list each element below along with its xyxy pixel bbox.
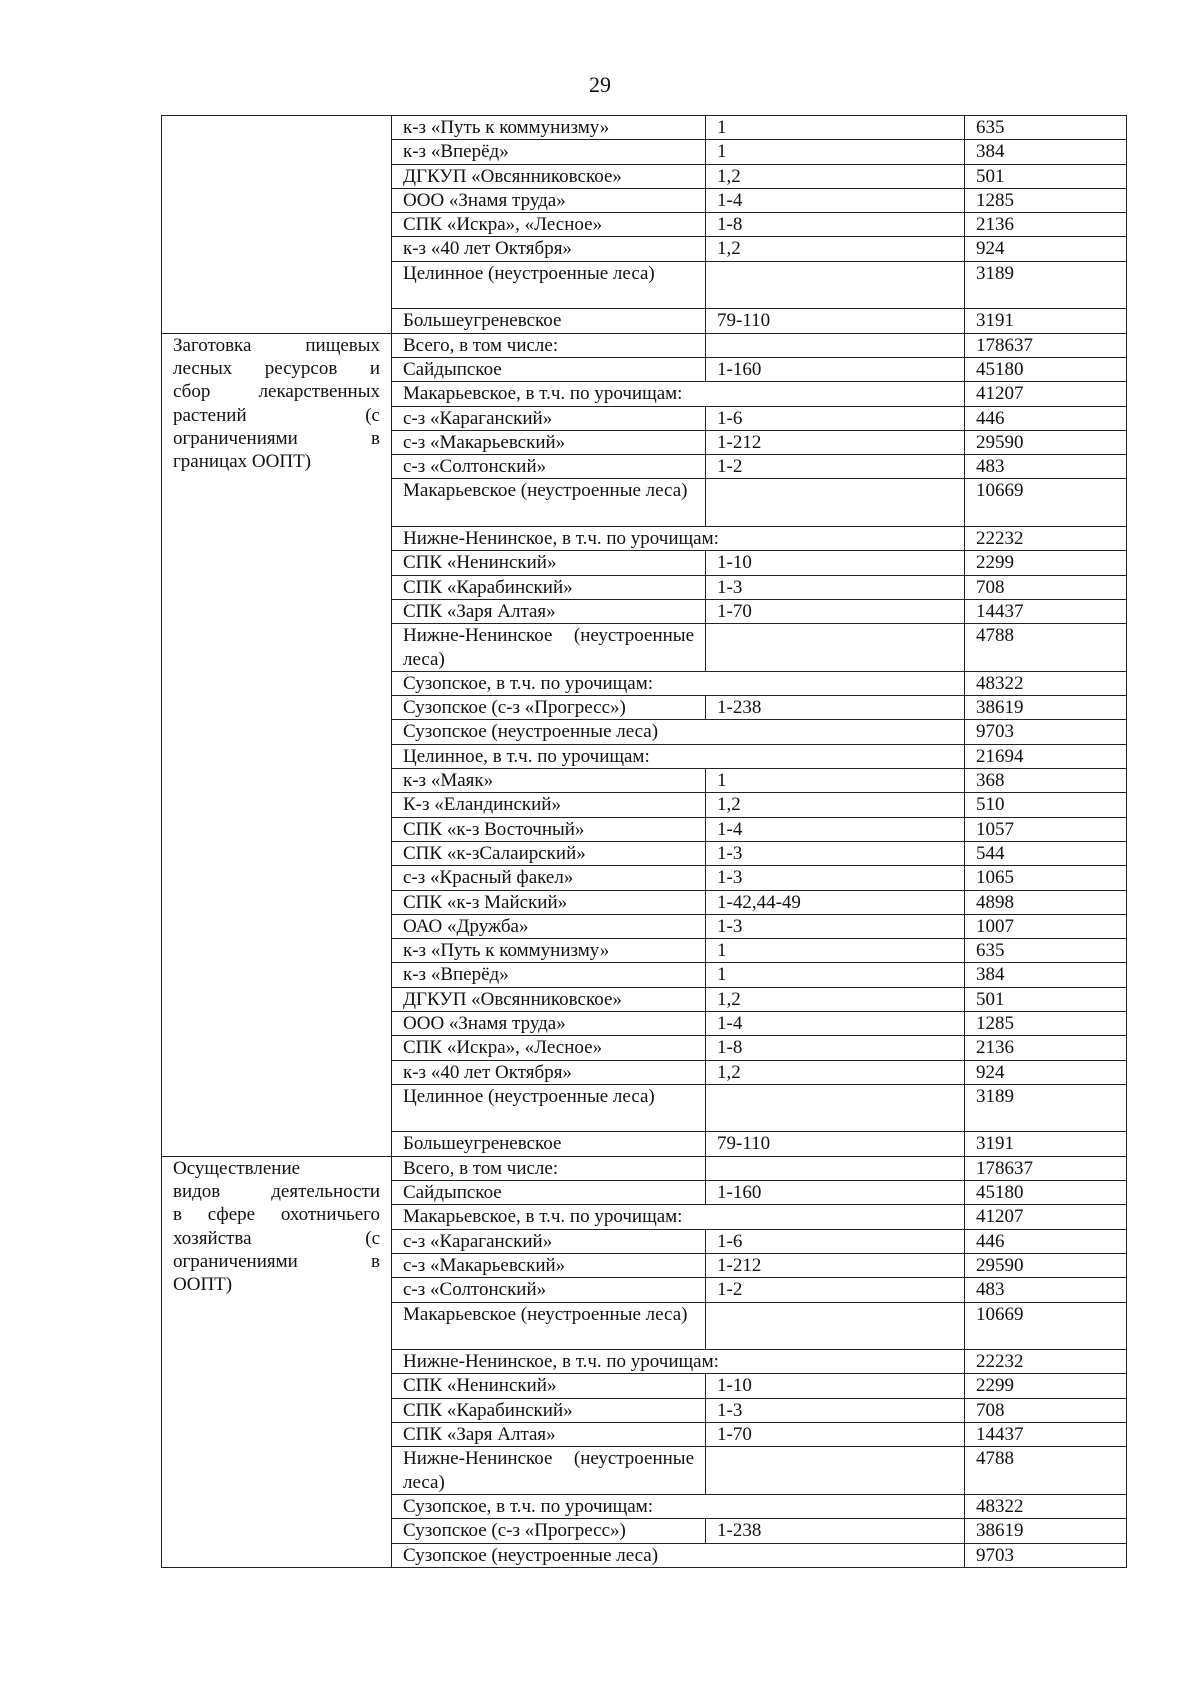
area-cell: 14437: [965, 1423, 1127, 1447]
activity-line: Заготовка пищевых: [173, 334, 380, 356]
area-cell: 41207: [965, 1205, 1127, 1229]
quarters-cell: 1-3: [706, 575, 965, 599]
site-name-cell: СПК «к-зСалаирский»: [392, 841, 706, 865]
quarters-cell: [706, 1447, 965, 1495]
area-cell: 10669: [965, 1302, 1127, 1350]
site-name-cell: Нижне-Ненинское, в т.ч. по урочищам:: [392, 1350, 965, 1374]
quarters-cell: [706, 1084, 965, 1132]
activity-line: растений (с: [173, 404, 380, 426]
site-name-cell: к-з «40 лет Октября»: [392, 237, 706, 261]
activity-cell: [162, 1156, 392, 1567]
quarters-cell: [706, 1302, 965, 1350]
quarters-cell: 1-8: [706, 1036, 965, 1060]
site-name-cell: с-з «Солтонский»: [392, 455, 706, 479]
quarters-cell: 1-10: [706, 551, 965, 575]
site-name-cell: К-з «Еландинский»: [392, 793, 706, 817]
area-cell: 2299: [965, 1374, 1127, 1398]
site-name-cell: Целинное, в т.ч. по урочищам:: [392, 744, 965, 768]
area-cell: 45180: [965, 1181, 1127, 1205]
area-cell: 45180: [965, 357, 1127, 381]
area-cell: 3191: [965, 1132, 1127, 1156]
quarters-cell: 79-110: [706, 1132, 965, 1156]
site-name-cell: с-з «Макарьевский»: [392, 430, 706, 454]
quarters-cell: 1: [706, 116, 965, 140]
quarters-cell: 1-6: [706, 406, 965, 430]
site-name-cell: Целинное (неустроенные леса): [392, 261, 706, 309]
area-cell: 22232: [965, 1350, 1127, 1374]
area-cell: 368: [965, 769, 1127, 793]
site-name-cell: Нижне-Ненинское (неустроенные леса): [392, 624, 706, 672]
area-cell: 1285: [965, 1011, 1127, 1035]
quarters-cell: 1: [706, 963, 965, 987]
area-cell: 38619: [965, 696, 1127, 720]
site-name-cell: к-з «Путь к коммунизму»: [392, 939, 706, 963]
area-cell: 9703: [965, 720, 1127, 744]
site-name-cell: к-з «Вперёд»: [392, 963, 706, 987]
activity-line: ООПТ): [173, 1274, 233, 1296]
area-cell: 384: [965, 963, 1127, 987]
quarters-cell: 1,2: [706, 237, 965, 261]
site-name-cell: Сузопское (с-з «Прогресс»): [392, 696, 706, 720]
area-cell: 3189: [965, 1084, 1127, 1132]
site-name-cell: Макарьевское (неустроенные леса): [392, 479, 706, 527]
site-name-cell: с-з «Макарьевский»: [392, 1253, 706, 1277]
quarters-cell: 1-4: [706, 1011, 965, 1035]
area-cell: 10669: [965, 479, 1127, 527]
site-name-cell: СПК «Искра», «Лесное»: [392, 213, 706, 237]
site-name-cell: Сузопское, в т.ч. по урочищам:: [392, 1494, 965, 1518]
site-name-cell: Целинное (неустроенные леса): [392, 1084, 706, 1132]
site-name-cell: с-з «Красный факел»: [392, 866, 706, 890]
activity-line: видов деятельности: [173, 1181, 380, 1203]
site-name-cell: СПК «Ненинский»: [392, 551, 706, 575]
site-name-cell: ООО «Знамя труда»: [392, 188, 706, 212]
quarters-cell: 1: [706, 939, 965, 963]
site-name-cell: СПК «Карабинский»: [392, 575, 706, 599]
quarters-cell: 1-212: [706, 430, 965, 454]
activity-line: хозяйства (с: [173, 1227, 380, 1249]
area-cell: 446: [965, 1229, 1127, 1253]
table-row: [162, 116, 1127, 140]
site-name-cell: Нижне-Ненинское (неустроенные леса): [392, 1447, 706, 1495]
site-name-cell: Сузопское (неустроенные леса): [392, 720, 965, 744]
site-name-cell: к-з «Маяк»: [392, 769, 706, 793]
quarters-cell: 1-70: [706, 1423, 965, 1447]
site-name-cell: Сузопское (неустроенные леса): [392, 1543, 965, 1567]
site-name-cell: Сузопское, в т.ч. по урочищам:: [392, 671, 965, 695]
quarters-cell: [706, 479, 965, 527]
quarters-cell: 1-70: [706, 599, 965, 623]
site-name-cell: Макарьевское, в т.ч. по урочищам:: [392, 382, 965, 406]
quarters-cell: 1-6: [706, 1229, 965, 1253]
quarters-cell: 79-110: [706, 309, 965, 333]
quarters-cell: 1-160: [706, 357, 965, 381]
site-name-cell: СПК «Заря Алтая»: [392, 599, 706, 623]
site-name-cell: ОАО «Дружба»: [392, 914, 706, 938]
area-cell: 501: [965, 987, 1127, 1011]
site-name-cell: с-з «Солтонский»: [392, 1278, 706, 1302]
activity-line: ограничениями в: [173, 1250, 380, 1272]
area-cell: 1065: [965, 866, 1127, 890]
site-name-cell: с-з «Караганский»: [392, 1229, 706, 1253]
site-name-cell: Сайдыпское: [392, 357, 706, 381]
site-name-cell: ДГКУП «Овсянниковское»: [392, 987, 706, 1011]
quarters-cell: 1-238: [706, 696, 965, 720]
site-name-cell: СПК «к-з Майский»: [392, 890, 706, 914]
quarters-cell: [706, 624, 965, 672]
activity-line: границах ООПТ): [173, 451, 312, 473]
site-name-cell: Сайдыпское: [392, 1181, 706, 1205]
area-cell: 2299: [965, 551, 1127, 575]
activity-line: сбор лекарственных: [173, 381, 380, 403]
quarters-cell: 1: [706, 140, 965, 164]
quarters-cell: 1-2: [706, 455, 965, 479]
site-name-cell: ДГКУП «Овсянниковское»: [392, 164, 706, 188]
area-cell: 510: [965, 793, 1127, 817]
quarters-cell: 1-10: [706, 1374, 965, 1398]
activity-cell: [162, 333, 392, 1156]
area-cell: 14437: [965, 599, 1127, 623]
area-cell: 48322: [965, 671, 1127, 695]
activity-line: в сфере охотничьего: [173, 1204, 380, 1226]
forest-use-table: [161, 115, 1127, 1568]
quarters-cell: 1,2: [706, 987, 965, 1011]
area-cell: 924: [965, 237, 1127, 261]
area-cell: 3191: [965, 309, 1127, 333]
area-cell: 708: [965, 1398, 1127, 1422]
area-cell: 22232: [965, 527, 1127, 551]
table-body: [162, 116, 1127, 1568]
area-cell: 178637: [965, 333, 1127, 357]
quarters-cell: 1-238: [706, 1519, 965, 1543]
quarters-cell: 1-4: [706, 188, 965, 212]
site-name-cell: ООО «Знамя труда»: [392, 1011, 706, 1035]
table-row: [162, 1156, 1127, 1180]
site-name-cell: СПК «Ненинский»: [392, 1374, 706, 1398]
area-cell: 1285: [965, 188, 1127, 212]
site-name-cell: Сузопское (с-з «Прогресс»): [392, 1519, 706, 1543]
area-cell: 38619: [965, 1519, 1127, 1543]
area-cell: 483: [965, 455, 1127, 479]
quarters-cell: 1-212: [706, 1253, 965, 1277]
area-cell: 4788: [965, 1447, 1127, 1495]
site-name-cell: Большеугреневское: [392, 309, 706, 333]
area-cell: 29590: [965, 430, 1127, 454]
quarters-cell: 1-4: [706, 817, 965, 841]
site-name-cell: Нижне-Ненинское, в т.ч. по урочищам:: [392, 527, 965, 551]
area-cell: 41207: [965, 382, 1127, 406]
quarters-cell: 1-3: [706, 841, 965, 865]
area-cell: 708: [965, 575, 1127, 599]
quarters-cell: 1,2: [706, 1060, 965, 1084]
area-cell: 384: [965, 140, 1127, 164]
site-name-cell: Макарьевское, в т.ч. по урочищам:: [392, 1205, 965, 1229]
area-cell: 48322: [965, 1494, 1127, 1518]
site-name-cell: к-з «Путь к коммунизму»: [392, 116, 706, 140]
quarters-cell: 1-8: [706, 213, 965, 237]
quarters-cell: 1-160: [706, 1181, 965, 1205]
area-cell: 446: [965, 406, 1127, 430]
site-name-cell: СПК «к-з Восточный»: [392, 817, 706, 841]
quarters-cell: 1-3: [706, 866, 965, 890]
area-cell: 2136: [965, 1036, 1127, 1060]
area-cell: 501: [965, 164, 1127, 188]
area-cell: 635: [965, 939, 1127, 963]
quarters-cell: [706, 1156, 965, 1180]
page-number: 29: [589, 72, 611, 97]
table-row: [162, 333, 1127, 357]
quarters-cell: [706, 333, 965, 357]
quarters-cell: 1: [706, 769, 965, 793]
area-cell: 3189: [965, 261, 1127, 309]
activity-cell: [162, 116, 392, 334]
activity-line: лесных ресурсов и: [173, 357, 380, 379]
area-cell: 9703: [965, 1543, 1127, 1567]
area-cell: 1057: [965, 817, 1127, 841]
area-cell: 635: [965, 116, 1127, 140]
quarters-cell: 1-42,44-49: [706, 890, 965, 914]
area-cell: 4788: [965, 624, 1127, 672]
activity-line: ограничениями в: [173, 427, 380, 449]
area-cell: 1007: [965, 914, 1127, 938]
area-cell: 29590: [965, 1253, 1127, 1277]
quarters-cell: 1-2: [706, 1278, 965, 1302]
site-name-cell: СПК «Карабинский»: [392, 1398, 706, 1422]
site-name-cell: СПК «Искра», «Лесное»: [392, 1036, 706, 1060]
area-cell: 21694: [965, 744, 1127, 768]
area-cell: 483: [965, 1278, 1127, 1302]
site-name-cell: к-з «40 лет Октября»: [392, 1060, 706, 1084]
site-name-cell: Всего, в том числе:: [392, 333, 706, 357]
quarters-cell: [706, 261, 965, 309]
site-name-cell: СПК «Заря Алтая»: [392, 1423, 706, 1447]
site-name-cell: Всего, в том числе:: [392, 1156, 706, 1180]
area-cell: 544: [965, 841, 1127, 865]
area-cell: 178637: [965, 1156, 1127, 1180]
area-cell: 924: [965, 1060, 1127, 1084]
quarters-cell: 1-3: [706, 1398, 965, 1422]
site-name-cell: с-з «Караганский»: [392, 406, 706, 430]
quarters-cell: 1,2: [706, 164, 965, 188]
quarters-cell: 1,2: [706, 793, 965, 817]
area-cell: 2136: [965, 213, 1127, 237]
site-name-cell: к-з «Вперёд»: [392, 140, 706, 164]
site-name-cell: Макарьевское (неустроенные леса): [392, 1302, 706, 1350]
activity-line: Осуществление: [173, 1157, 301, 1179]
quarters-cell: 1-3: [706, 914, 965, 938]
site-name-cell: Большеугреневское: [392, 1132, 706, 1156]
area-cell: 4898: [965, 890, 1127, 914]
